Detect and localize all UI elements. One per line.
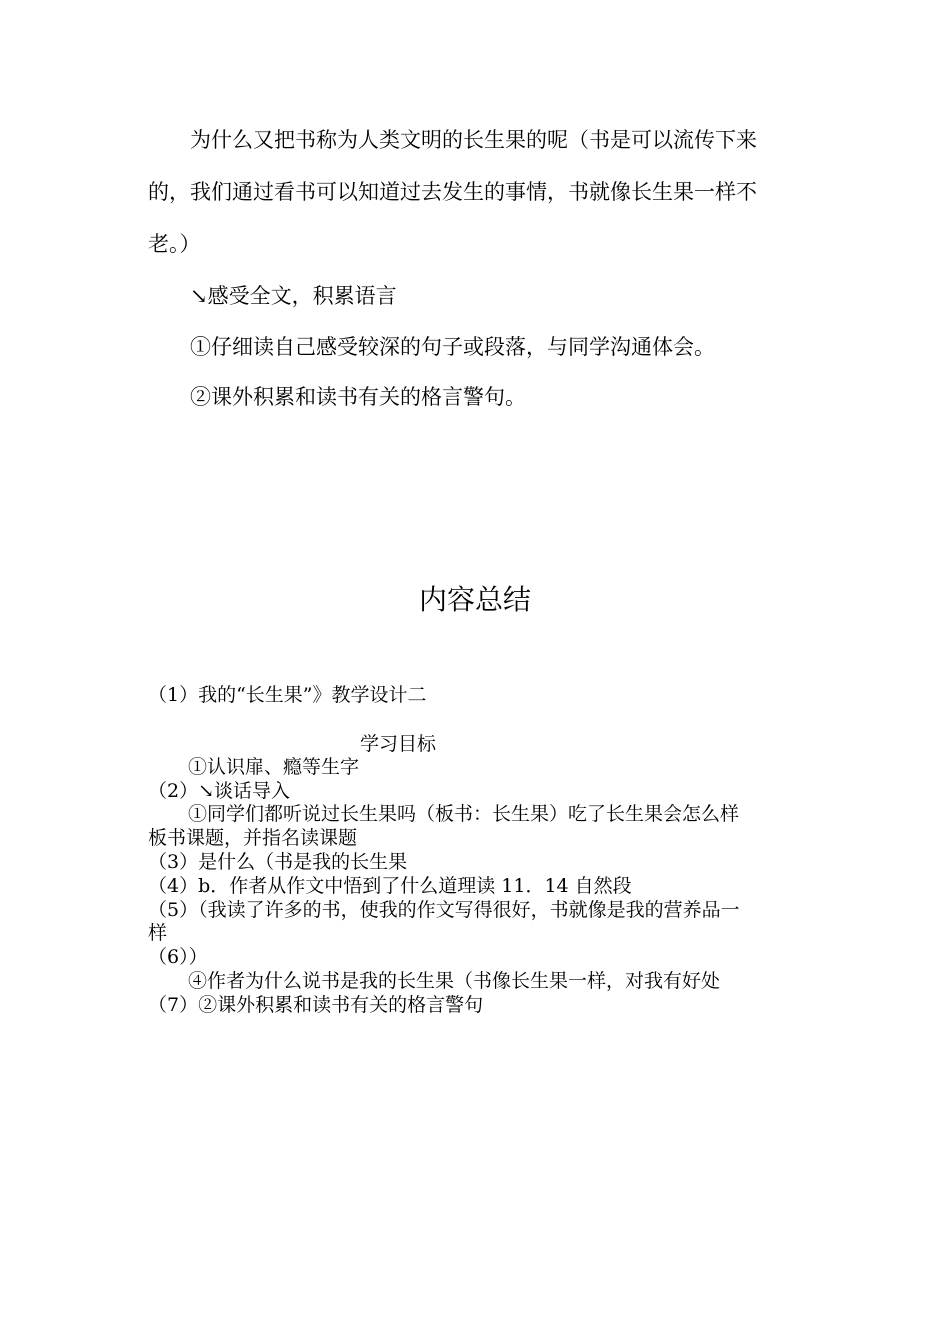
summary-line: （7）②课外积累和读书有关的格言警句: [148, 994, 484, 1016]
paragraph-heading: ↘感受全文，积累语言: [190, 284, 397, 308]
summary-line: ①认识扉、瘾等生字: [188, 756, 360, 778]
summary-line: （2）↘谈话导入: [148, 780, 291, 802]
paragraph-line: 为什么又把书称为人类文明的长生果的呢（书是可以流传下来: [190, 128, 757, 152]
summary-line: （1）我的“长生果”》教学设计二: [148, 684, 427, 706]
section-title: 内容总结: [418, 583, 531, 616]
paragraph-line: 老。）: [148, 232, 201, 256]
summary-line: （3）是什么（书是我的长生果: [148, 851, 408, 873]
paragraph-item: ①仔细读自己感受较深的句子或段落，与同学沟通体会。: [190, 335, 715, 359]
summary-line: 板书课题，并指名读课题: [148, 827, 358, 849]
summary-subtitle: 学习目标: [360, 733, 437, 755]
summary-line: （5）（我读了许多的书，使我的作文写得很好，书就像是我的营养品一: [148, 899, 740, 921]
summary-line: （4）b．作者从作文中悟到了什么道理读 11．14 自然段: [148, 875, 632, 897]
summary-line: ①同学们都听说过长生果吗（板书：长生果）吃了长生果会怎么样: [188, 803, 740, 825]
paragraph-item: ②课外积累和读书有关的格言警句。: [190, 385, 526, 409]
paragraph-line: 的，我们通过看书可以知道过去发生的事情，书就像长生果一样不: [148, 180, 757, 204]
summary-line: 样: [148, 922, 168, 944]
summary-line: ④作者为什么说书是我的长生果（书像长生果一样，对我有好处: [188, 970, 721, 992]
summary-line: （6））: [148, 946, 208, 968]
